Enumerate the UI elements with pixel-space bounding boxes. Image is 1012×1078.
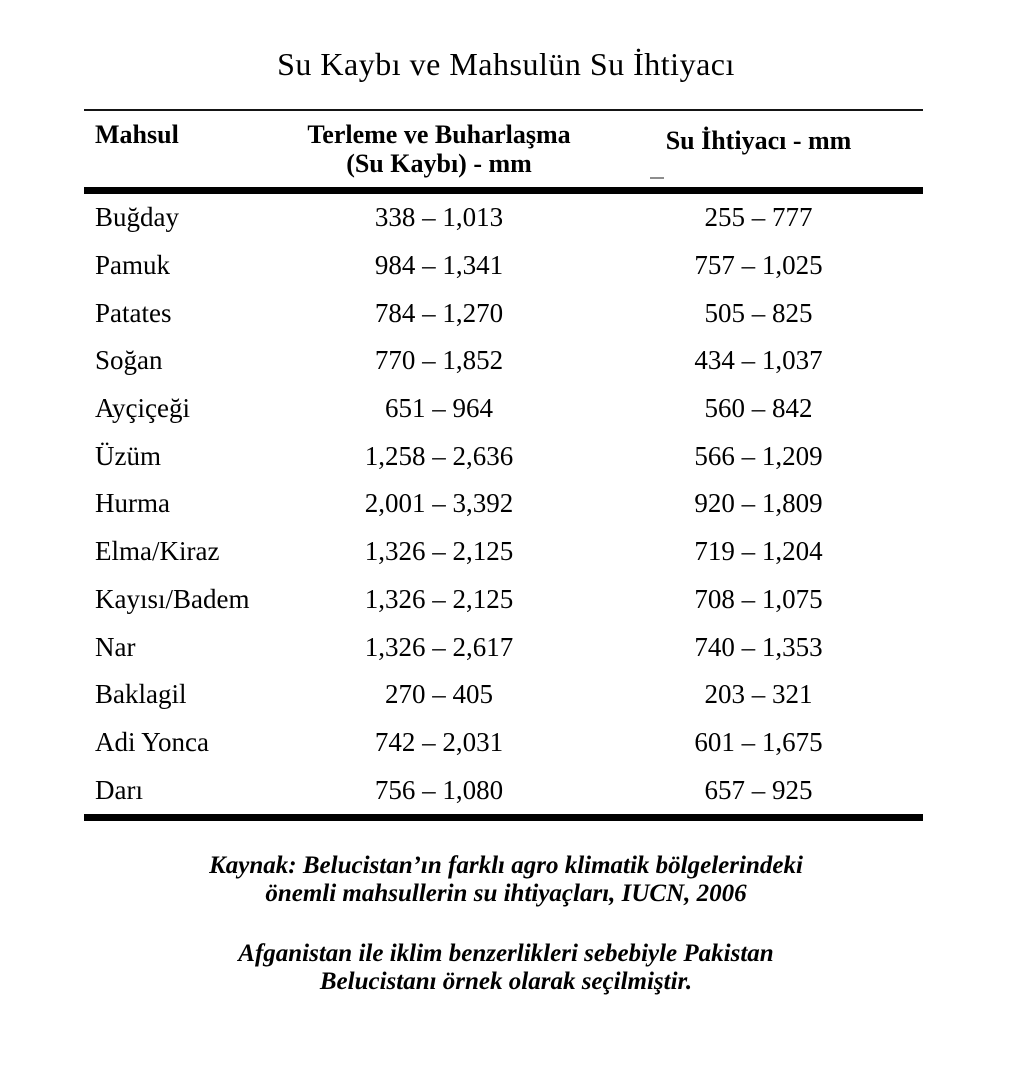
cell-water-loss: 270 – 405: [385, 679, 493, 710]
table-row: [84, 194, 923, 242]
cell-water-loss: 1,258 – 2,636: [364, 440, 514, 471]
cell-crop-name: Soğan: [95, 345, 163, 376]
cell-crop-name: Nar: [95, 631, 136, 662]
cell-crop-name: Üzüm: [95, 440, 161, 471]
cell-water-loss: 784 – 1,270: [374, 297, 504, 328]
header-cell-water-need: Su İhtiyacı - mm: [665, 126, 852, 155]
cell-water-need: 719 – 1,204: [694, 536, 823, 567]
footnotes: [0, 852, 1012, 996]
cell-water-need: 757 – 1,025: [694, 250, 823, 281]
cell-water-loss: 770 – 1,852: [374, 345, 504, 376]
stray-dash-mark: [650, 177, 664, 179]
cell-water-loss: 338 – 1,013: [374, 202, 504, 233]
cell-water-need: 657 – 925: [704, 774, 813, 805]
cell-crop-name: Ayçiçeği: [95, 393, 190, 424]
cell-crop-name: Adi Yonca: [95, 726, 210, 757]
cell-crop-name: Elma/Kiraz: [95, 536, 220, 567]
source-note-line2: önemli mahsullerin su ihtiyaçları, IUCN, 2006: [265, 880, 747, 907]
cell-water-need: 505 – 825: [704, 297, 813, 328]
table-row: [84, 719, 923, 767]
table-row: [84, 289, 923, 337]
table-row: [84, 242, 923, 290]
cell-water-loss: 2,001 – 3,392: [364, 488, 514, 519]
cell-crop-name: Pamuk: [95, 250, 171, 281]
cell-water-loss: 1,326 – 2,125: [364, 583, 514, 614]
table-row: [84, 623, 923, 671]
cell-water-loss: 1,326 – 2,125: [364, 536, 514, 567]
table-header-row: [84, 109, 923, 194]
cell-water-need: 566 – 1,209: [694, 440, 823, 471]
table-row: [84, 528, 923, 576]
method-note-line2: Belucistanı örnek olarak seçilmiştir.: [319, 968, 693, 995]
method-note-line1: Afganistan ile iklim benzerlikleri sebebiyle Pakistan: [238, 940, 774, 967]
method-note: [0, 940, 1012, 996]
cell-water-loss: 984 – 1,341: [374, 250, 504, 281]
cell-water-need: 203 – 321: [704, 679, 813, 710]
cell-water-need: 920 – 1,809: [694, 488, 823, 519]
cell-crop-name: Baklagil: [95, 679, 187, 710]
header-water-loss-line2: (Su Kaybı) - mm: [346, 149, 532, 179]
cell-water-need: 434 – 1,037: [694, 345, 823, 376]
cell-crop-name: Patates: [95, 297, 172, 328]
header-cell-water-loss: [284, 111, 594, 187]
table-body: [84, 194, 923, 821]
cell-crop-name: Hurma: [95, 488, 170, 519]
table-row: [84, 480, 923, 528]
table-row: [84, 766, 923, 814]
cell-water-need: 255 – 777: [704, 202, 813, 233]
header-water-loss-line1: Terleme ve Buharlaşma: [307, 120, 571, 149]
table-row: [84, 671, 923, 719]
cell-water-need: 601 – 1,675: [694, 726, 823, 757]
source-note-line1: Kaynak: Belucistan’ın farklı agro klimatik bölgelerindeki: [209, 852, 803, 879]
cell-crop-name: Kayısı/Badem: [95, 583, 250, 614]
header-cell-crop: Mahsul: [95, 120, 179, 149]
cell-water-loss: 742 – 2,031: [374, 726, 504, 757]
table-row: [84, 432, 923, 480]
cell-water-loss: 1,326 – 2,617: [364, 631, 514, 662]
cell-crop-name: Darı: [95, 774, 143, 805]
cell-water-need: 708 – 1,075: [694, 583, 823, 614]
table-row: [84, 385, 923, 433]
source-note: [0, 852, 1012, 908]
table-row: [84, 576, 923, 624]
cell-water-need: 560 – 842: [704, 393, 813, 424]
cell-water-need: 740 – 1,353: [694, 631, 823, 662]
page-title: Su Kaybı ve Mahsulün Su İhtiyacı: [277, 46, 735, 82]
table-row: [84, 337, 923, 385]
cell-water-loss: 756 – 1,080: [374, 774, 504, 805]
cell-water-loss: 651 – 964: [385, 393, 493, 424]
crops-water-table: [84, 109, 923, 821]
cell-crop-name: Buğday: [95, 202, 179, 233]
